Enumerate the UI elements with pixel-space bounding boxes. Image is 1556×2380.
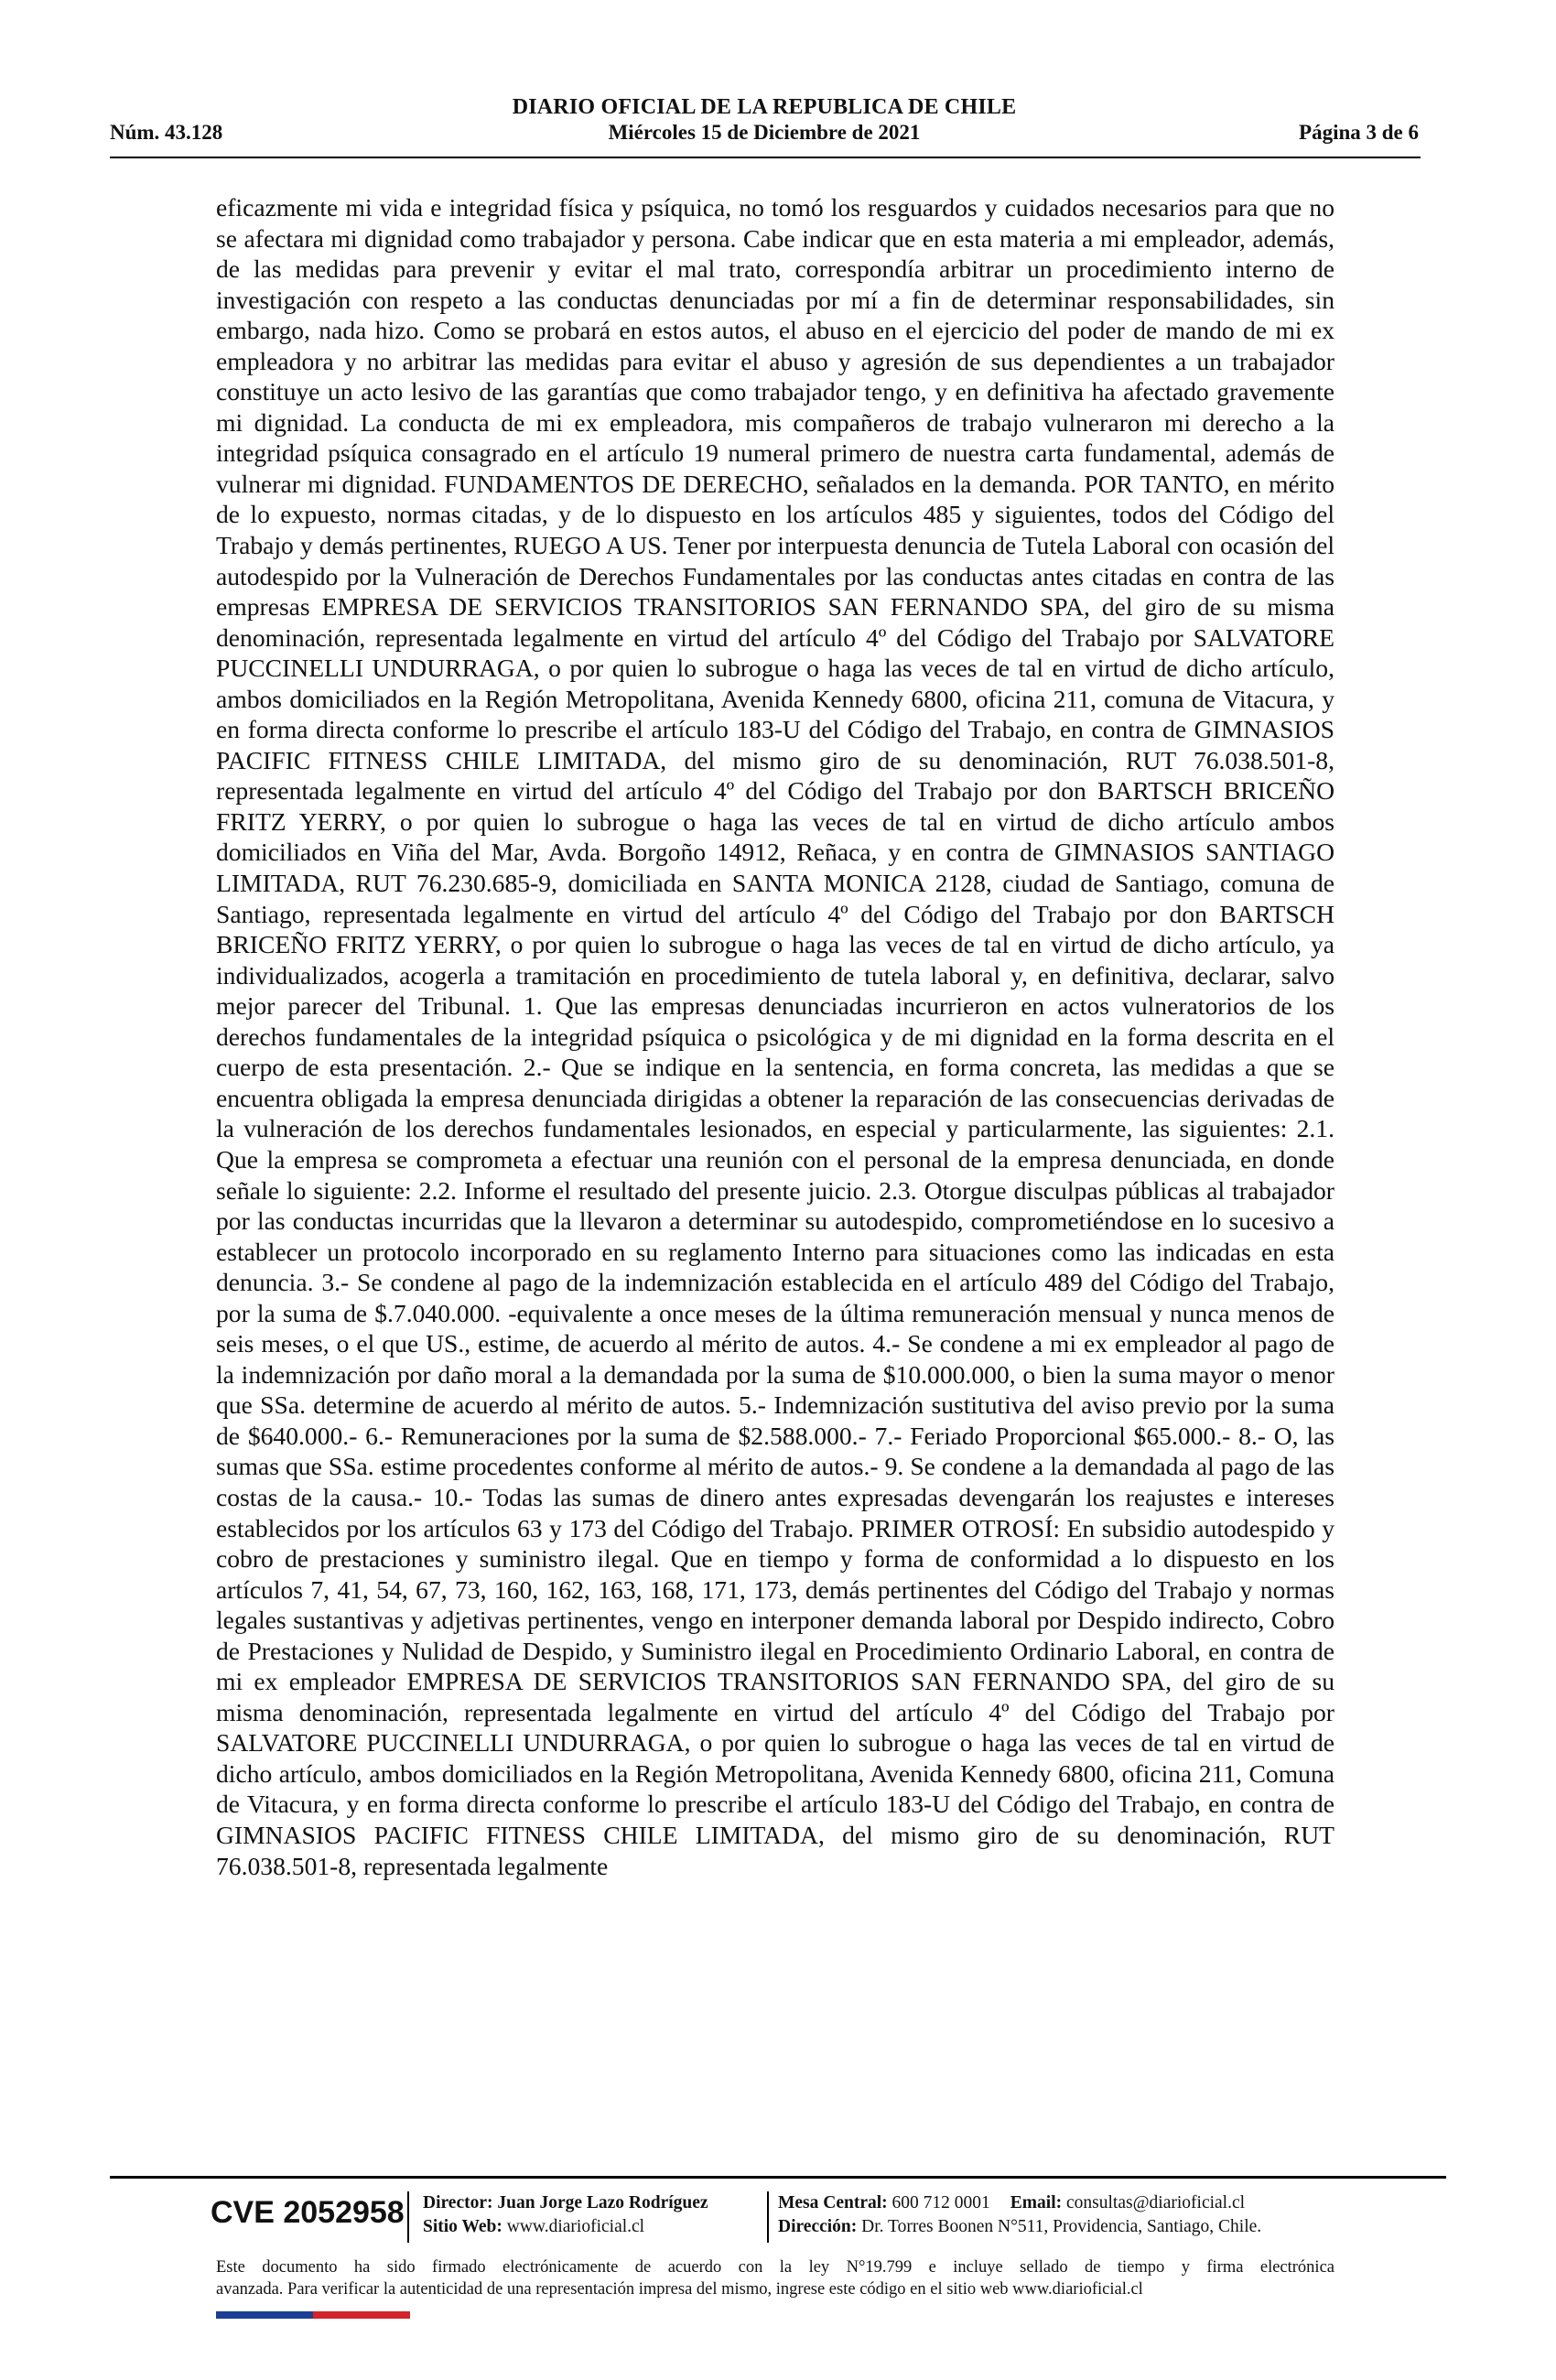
page-footer — [211, 2188, 1355, 2252]
signature-note-line: avanzada. Para verificar la autenticidad de una representación impresa del mismo, ingrese este código en el sitio web www.diarioficial.cl — [216, 2280, 1143, 2299]
footer-contact-block — [778, 2191, 1261, 2239]
document-body — [216, 192, 1334, 1881]
director-label: Director: — [423, 2193, 493, 2212]
email-link[interactable]: consultas@diarioficial.cl — [1066, 2193, 1246, 2212]
footer-separator — [767, 2191, 769, 2243]
email-label: Email: — [1010, 2193, 1063, 2212]
phone-number: 600 712 0001 — [891, 2193, 990, 2212]
cve-code: CVE 2052958 — [211, 2195, 405, 2230]
issue-number: Núm. 43.128 — [110, 121, 223, 144]
signature-note-line: Este documento ha sido firmado electrónicamente de acuerdo con la ley N°19.799 e incluye sellado de tiempo y firma electrónica — [216, 2258, 1334, 2277]
address-label: Dirección: — [778, 2217, 858, 2236]
phone-label: Mesa Central: — [778, 2193, 888, 2212]
body-paragraph: eficazmente mi vida e integridad física y psíquica, no tomó los resguardos y cuidados necesarios para que no se afectara mi dignidad como trabajador y persona. Cabe indicar que en esta materia a mi empleador, además, de las medidas para prevenir y evitar el mal trato, correspondía arbitrar un procedimiento interno de investigación con respeto a las conductas denunciadas por mí a fin de determinar responsabilidades, sin embargo, nada hizo. Como se probará en estos autos, el abuso en el ejercicio del poder de mando de mi ex empleadora y no arbitrar las medidas para evitar el abuso y agresión de sus dependientes a un trabajador constituye un acto lesivo de las garantías que como trabajador tengo, y en definitiva ha afectado gravemente mi dignidad. La conducta de mi ex empleadora, mis compañeros de trabajo vulneraron mi derecho a la integridad psíquica consagrado en el artículo 19 numeral primero de nuestra carta fundamental, además de vulnerar mi dignidad. FUNDAMENTOS DE DERECHO, señalados en la demanda. POR TANTO, en mérito de lo expuesto, normas citadas, y de lo dispuesto en los artículos 485 y siguientes, todos del Código del Trabajo y demás pertinentes, RUEGO A US. Tener por interpuesta denuncia de Tutela Laboral con ocasión del autodespido por la Vulneración de Derechos Fundamentales por las conductas antes citadas en contra de las empresas EMPRESA DE SERVICIOS TRANSITORIOS SAN FERNANDO SPA, del giro de su misma denominación, representada legalmente en virtud del artículo 4º del Código del Trabajo por SALVATORE PUCCINELLI UNDURRAGA, o por quien lo subrogue o haga las veces de tal en virtud de dicho artículo, ambos domiciliados en la Región Metropolitana, Avenida Kennedy 6800, oficina 211, comuna de Vitacura, y en forma directa conforme lo prescribe el artículo 183-U del Código del Trabajo, en contra de GIMNASIOS PACIFIC FITNESS CHILE LIMITADA, del mismo giro de su denominación, RUT 76.038.501-8, representada legalmente en virtud del artículo 4º del Código del Trabajo por don BARTSCH BRICEÑO FRITZ YERRY, o por quien lo subrogue o haga las veces de tal en virtud de dicho artículo ambos domiciliados en Viña del Mar, Avda. Borgoño 14912, Reñaca, y en contra de GIMNASIOS SANTIAGO LIMITADA, RUT 76.230.685-9, domiciliada en SANTA MONICA 2128, ciudad de Santiago, comuna de Santiago, representada legalmente en virtud del artículo 4º del Código del Trabajo por don BARTSCH BRICEÑO FRITZ YERRY, o por quien lo subrogue o haga las veces de tal en virtud de dicho artículo, ya individualizados, acogerla a tramitación en procedimiento de tutela laboral y, en definitiva, declarar, salvo mejor parecer del Tribunal. 1. Que las empresas denunciadas incurrieron en actos vulneratorios de los derechos fundamentales de la integridad psíquica o psicológica y de mi dignidad en la forma descrita en el cuerpo de esta presentación. 2.- Que se indique en la sentencia, en forma concreta, las medidas a que se encuentra obligada la empresa denunciada dirigidas a obtener la reparación de las consecuencias derivadas de la vulneración de los derechos fundamentales lesionados, en especial y particularmente, las siguientes: 2.1. Que la empresa se comprometa a efectuar una reunión con el personal de la empresa denunciada, en donde señale lo siguiente: 2.2. Informe el resultado del presente juicio. 2.3. Otorgue disculpas públicas al trabajador por las conductas incurridas que la llevaron a determinar su autodespido, comprometiéndose en lo sucesivo a establecer un protocolo incorporado en su reglamento Interno para situaciones como las indicadas en esta denuncia. 3.- Se condene al pago de la indemnización establecida en el artículo 489 del Código del Trabajo, por la suma de $.7.040.000. -equivalente a once meses de la última remuneración mensual y nunca menos de seis meses, o el que US., estime, de acuerdo al mérito de autos. 4.- Se condene a mi ex empleador al pago de la indemnización por daño moral a la demandada por la suma de $10.000.000, o bien la suma mayor o menor que SSa. determine de acuerdo al mérito de autos. 5.- Indemnización sustitutiva del aviso previo por la suma de $640.000.- 6.- Remuneraciones por la suma de $2.588.000.- 7.- Feriado Proporcional $65.000.- 8.- O, las sumas que SSa. estime procedentes conforme al mérito de autos.- 9. Se condene a la demandada al pago de las costas de la causa.- 10.- Todas las sumas de dinero antes expresadas devengarán los reajustes e intereses establecidos por los artículos 63 y 173 del Código del Trabajo. PRIMER OTROSÍ: En subsidio autodespido y cobro de prestaciones y suministro ilegal. Que en tiempo y forma de conformidad a lo dispuesto en los artículos 7, 41, 54, 67, 73, 160, 162, 163, 168, 171, 173, demás pertinentes del Código del Trabajo y normas legales sustantivas y adjetivas pertinentes, vengo en interponer demanda laboral por Despido indirecto, Cobro de Prestaciones y Nulidad de Despido, y Suministro ilegal en Procedimiento Ordinario Laboral, en contra de mi ex empleador EMPRESA DE SERVICIOS TRANSITORIOS SAN FERNANDO SPA, del giro de su misma denominación, representada legalmente en virtud del artículo 4º del Código del Trabajo por SALVATORE PUCCINELLI UNDURRAGA, o por quien lo subrogue o haga las veces de tal en virtud de dicho artículo, ambos domiciliados en la Región Metropolitana, Avenida Kennedy 6800, oficina 211, Comuna de Vitacura, y en forma directa conforme lo prescribe el artículo 183-U del Código del Trabajo, en contra de GIMNASIOS PACIFIC FITNESS CHILE LIMITADA, del mismo giro de su denominación, RUT 76.038.501-8, representada legalmente — [216, 193, 1334, 1880]
stripe-red — [313, 2311, 410, 2319]
footer-director-block — [423, 2191, 708, 2239]
website-label: Sitio Web: — [423, 2217, 502, 2236]
signature-note — [216, 2256, 1334, 2300]
footer-divider — [110, 2176, 1446, 2179]
publication-title: DIARIO OFICIAL DE LA REPUBLICA DE CHILE — [512, 95, 1017, 119]
publication-date: Miércoles 15 de Diciembre de 2021 — [608, 121, 921, 144]
address-text: Dr. Torres Boonen N°511, Providencia, Santiago, Chile. — [861, 2217, 1262, 2236]
page-indicator: Página 3 de 6 — [1299, 121, 1419, 144]
page-header — [110, 92, 1419, 156]
stripe-blue — [216, 2311, 313, 2319]
flag-stripe — [216, 2311, 410, 2319]
header-divider — [110, 157, 1421, 158]
website-link[interactable]: www.diarioficial.cl — [506, 2217, 645, 2236]
footer-separator — [407, 2191, 409, 2243]
director-name: Juan Jorge Lazo Rodríguez — [497, 2193, 708, 2212]
